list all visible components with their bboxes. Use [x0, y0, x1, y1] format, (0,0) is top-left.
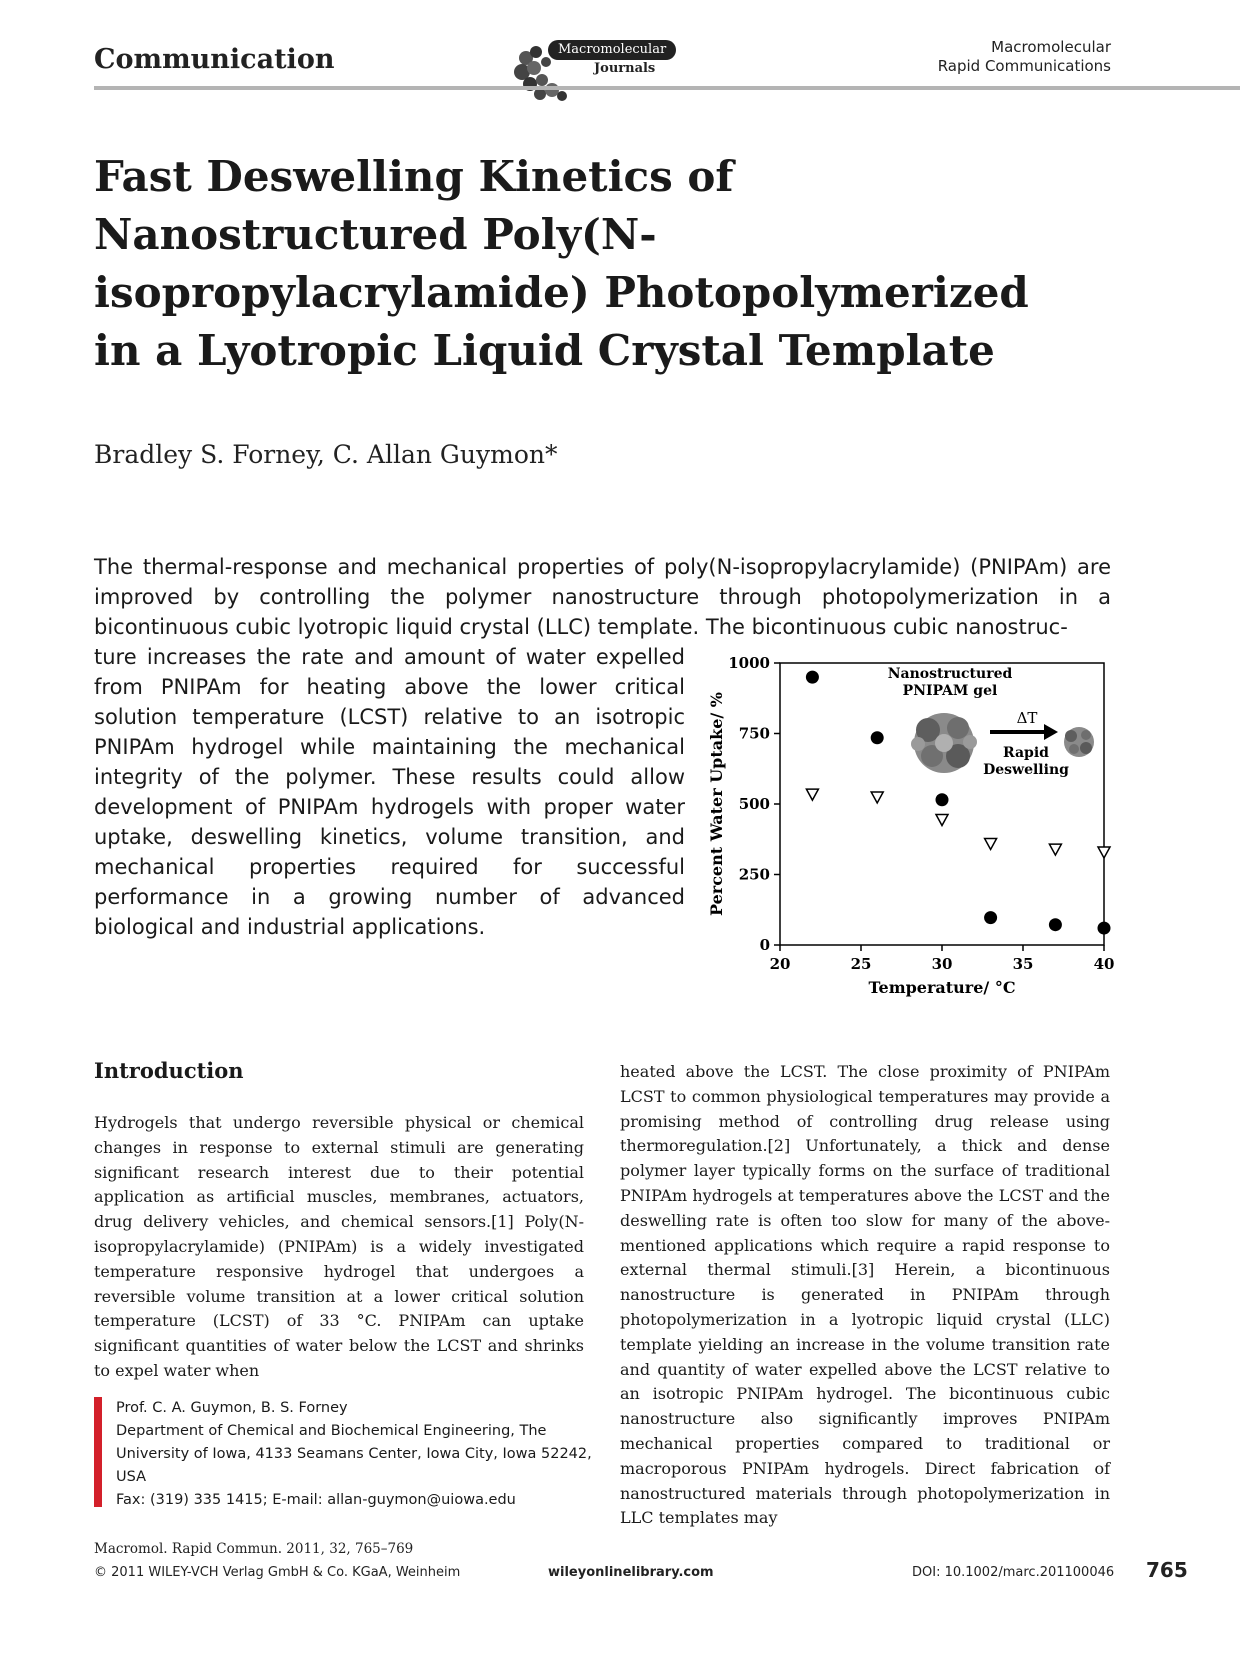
introduction-heading: Introduction: [94, 1058, 244, 1083]
data-point-open-triangle: [871, 792, 883, 803]
logo-top-text: Macromolecular: [548, 40, 676, 60]
journal-name: [938, 38, 1111, 76]
data-point-filled-circle: [936, 793, 949, 806]
data-point-filled-circle: [1049, 918, 1062, 931]
water-uptake-chart: [700, 648, 1120, 1008]
affiliation-contact: Fax: (319) 335 1415; E-mail: allan-guymon@uiowa.edu: [116, 1492, 516, 1508]
footer-doi: DOI: 10.1002/marc.201100046: [912, 1565, 1115, 1580]
y-tick-label: 0: [759, 936, 770, 954]
author-list: Bradley S. Forney, C. Allan Guymon*: [94, 440, 558, 469]
inset-label-line2: Deswelling: [983, 762, 1069, 778]
affiliation-names: Prof. C. A. Guymon, B. S. Forney: [116, 1400, 348, 1416]
footer-citation: Macromol. Rapid Commun. 2011, 32, 765–769: [94, 1541, 414, 1557]
introduction-right-column: [620, 1060, 1110, 1531]
data-point-filled-circle: [1098, 922, 1111, 935]
journal-logo: [512, 36, 697, 106]
large-gel-icon: [911, 713, 977, 773]
abstract-figure: [700, 648, 1120, 1008]
x-tick-label: 20: [769, 955, 791, 973]
y-tick-label: 250: [738, 865, 770, 884]
inset-title-line2: PNIPAM gel: [902, 683, 998, 699]
article-title: Fast Deswelling Kinetics of Nanostructured Poly(N-isopropylacrylamide) Photopolymerized in a Lyotropic Liquid Crystal Template: [94, 152, 1029, 375]
section-label: Communication: [94, 44, 335, 75]
inset-label-line1: Rapid: [1003, 745, 1049, 761]
y-tick-label: 1000: [728, 654, 770, 672]
journal-name-line2: Rapid Communications: [937, 57, 1111, 75]
abstract-left: ture increases the rate and amount of water expelled from PNIPAm for heating above the lower critical solution temperature (LCST) relative to an isotropic PNIPAm hydrogel while maintaining the mechanical integrity of the polymer. These results could allow development of PNIPAm hydrogels with proper water uptake, deswelling kinetics, volume transition, and mechanical properties required for successful performance in a growing number of advanced biological and industrial applications.: [94, 645, 685, 939]
journal-name-line1: Macromolecular: [991, 38, 1111, 56]
introduction-left-column: [94, 1058, 584, 1384]
data-point-filled-circle: [806, 671, 819, 684]
x-tick-label: 30: [931, 955, 953, 973]
inset-title-line1: Nanostructured: [887, 666, 1013, 682]
data-point-open-triangle: [936, 815, 948, 826]
abstract-top: The thermal-response and mechanical properties of poly(N-isopropylacrylamide) (PNIPAm) are improved by controlling the polymer nanostructure through photopolymerization in a bicontinuous cubic lyotropic liquid crystal (LLC) template. The bicontinuous cubic nanostruc-: [94, 555, 1111, 639]
data-point-open-triangle: [985, 838, 997, 849]
logo-bottom-text: Journals: [594, 61, 656, 76]
data-point-filled-circle: [984, 911, 997, 924]
x-tick-label: 40: [1093, 955, 1115, 973]
affiliation-address: Department of Chemical and Biochemical Engineering, The University of Iowa, 4133 Seamans Center, Iowa City, Iowa 52242, USA: [116, 1423, 592, 1485]
introduction-left-text: Hydrogels that undergo reversible physical or chemical changes in response to external stimuli are generating significant research interest due to their potential application as artificial muscles, membranes, actuators, drug delivery vehicles, and chemical sensors.[1] Poly(N-isopropylacrylamide) (PNIPAm) is a widely investigated temperature responsive hydrogel that undergoes a reversible volume transition at a lower critical solution temperature (LCST) of 33 °C. PNIPAm can uptake significant quantities of water below the LCST and shrinks to expel water when: [94, 1113, 584, 1380]
footer-website: wileyonlinelibrary.com: [548, 1565, 714, 1580]
page-number: 765: [1146, 1558, 1188, 1582]
y-axis-label: Percent Water Uptake/ %: [707, 691, 726, 917]
introduction-right-text: heated above the LCST. The close proximity of PNIPAm LCST to common physiological temperatures may provide a promising method of controlling drug release using thermoregulation.[2] Unfortunately, a thick and dense polymer layer typically forms on the surface of traditional PNIPAm hydrogels at temperatures above the LCST and the deswelling rate is often too slow for many of the above-mentioned applications which require a rapid response to external thermal stimuli.[3] Herein, a bicontinuous nanostructure is generated in PNIPAm through photopolymerization in a lyotropic liquid crystal (LLC) template yielding an increase in the volume transition rate and quantity of water expelled above the LCST relative to an isotropic PNIPAm hydrogel. The bicontinuous cubic nanostructure also significantly improves PNIPAm mechanical properties compared to traditional or macroporous PNIPAm hydrogels. Direct fabrication of nanostructured materials through photopolymerization in LLC templates may: [620, 1062, 1110, 1528]
author-affiliation: [94, 1397, 616, 1507]
y-tick-label: 750: [738, 724, 770, 743]
data-point-open-triangle: [806, 789, 818, 800]
x-axis-label: Temperature/ °C: [868, 978, 1016, 997]
header-rule: [94, 86, 1240, 90]
data-point-open-triangle: [1049, 844, 1061, 855]
data-point-filled-circle: [871, 731, 884, 744]
x-tick-label: 35: [1012, 955, 1034, 973]
footer-copyright: © 2011 WILEY-VCH Verlag GmbH & Co. KGaA, Weinheim: [94, 1565, 461, 1580]
x-tick-label: 25: [850, 955, 872, 973]
y-tick-label: 500: [738, 795, 770, 813]
small-gel-icon: [1064, 727, 1094, 757]
delta-t-label: ΔT: [1016, 709, 1038, 727]
inset-illustration: [888, 666, 1094, 778]
data-point-open-triangle: [1098, 847, 1110, 858]
